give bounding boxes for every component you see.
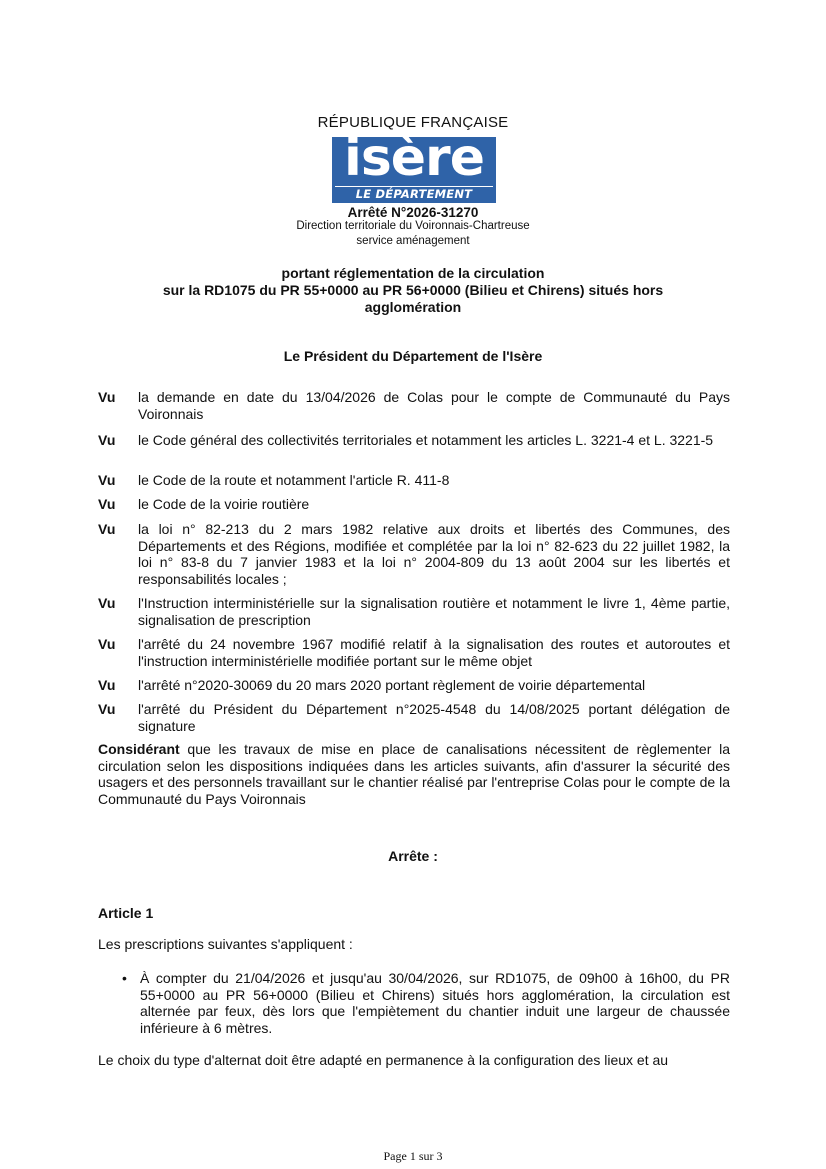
visa-label: Vu xyxy=(98,496,116,512)
article-1-continuation: Le choix du type d'alternat doit être adapté en permanence à la configuration des lieux et au xyxy=(98,1052,669,1068)
arrete-heading: Arrête : xyxy=(388,848,438,864)
page-number: Page 1 sur 3 xyxy=(383,1149,443,1163)
visa-text: l'arrêté du Président du Département n°2025-4548 du 14/08/2025 portant délégation de signature xyxy=(138,701,730,734)
service-name: service aménagement xyxy=(356,235,470,247)
visa-label: Vu xyxy=(98,636,116,652)
subject-line-3: agglomération xyxy=(364,299,462,315)
visa-text: le Code général des collectivités territoriales et notamment les articles L. 3221-4 et L. 3221-5 xyxy=(138,432,714,448)
isere-logo xyxy=(332,128,496,203)
visa-text: l'arrêté du 24 novembre 1967 modifié relatif à la signalisation des routes et autoroutes et l'instruction interministérielle modifiée portant sur le même objet xyxy=(138,636,730,669)
republique-francaise-heading: RÉPUBLIQUE FRANÇAISE xyxy=(317,114,509,131)
arrete-subject xyxy=(0,265,826,316)
visa-label: Vu xyxy=(98,677,116,693)
considerant-label: Considérant xyxy=(98,741,180,757)
considerant-text: que les travaux de mise en place de canalisations nécessitent de règlementer la circulation selon les dispositions indiquées dans les articles suivants, afin d'assurer la sécurité des usagers et des personnels travaillant sur le chantier réalisé par l'entreprise Colas pour le compte de la Communauté du Pays Voironnais xyxy=(98,741,730,807)
bullet-icon: • xyxy=(122,970,127,986)
president-heading: Le Président du Département de l'Isère xyxy=(283,348,543,364)
considerant-paragraph xyxy=(98,741,730,807)
isere-logo-wordmark: isère xyxy=(344,128,484,188)
direction-name: Direction territoriale du Voironnais-Chartreuse xyxy=(296,220,530,232)
subject-line-2: sur la RD1075 du PR 55+0000 au PR 56+0000 (Bilieu et Chirens) situés hors xyxy=(162,282,664,298)
visa-label: Vu xyxy=(98,595,116,611)
isere-logo-band: LE DÉPARTEMENT xyxy=(335,186,493,201)
visa-text: le Code de la route et notamment l'article R. 411-8 xyxy=(138,472,450,488)
visa-label: Vu xyxy=(98,432,116,448)
visa-label: Vu xyxy=(98,701,116,717)
article-1-bullet: À compter du 21/04/2026 et jusqu'au 30/04/2026, sur RD1075, de 09h00 à 16h00, du PR 55+0000 au PR 56+0000 (Bilieu et Chirens) situés hors agglomération, la circulation est alternée par feux, dès lors que l'empiètement du chantier induit une largeur de chaussée inférieure à 6 mètres. xyxy=(140,970,730,1036)
visa-text: la demande en date du 13/04/2026 de Colas pour le compte de Communauté du Pays Voironnais xyxy=(138,389,730,422)
visa-label: Vu xyxy=(98,472,116,488)
subject-line-1: portant réglementation de la circulation xyxy=(281,265,545,281)
visa-text: l'arrêté n°2020-30069 du 20 mars 2020 portant règlement de voirie départemental xyxy=(138,677,646,693)
article-1-title: Article 1 xyxy=(98,905,154,921)
visa-text: le Code de la voirie routière xyxy=(138,496,310,512)
article-1-intro: Les prescriptions suivantes s'appliquent : xyxy=(98,936,353,952)
arrete-number: Arrêté N°2026-31270 xyxy=(347,205,479,220)
visa-label: Vu xyxy=(98,389,116,405)
visa-text: la loi n° 82-213 du 2 mars 1982 relative aux droits et libertés des Communes, des Départements et des Régions, modifiée et complétée par la loi n° 82-623 du 22 juillet 1982, la loi n° 83-8 du 7 janvier 1983 et la loi n° 2004-809 du 13 août 2004 sur les libertés et responsabilités locales ; xyxy=(138,521,730,587)
visa-text: l'Instruction interministérielle sur la signalisation routière et notamment le livre 1, 4ème partie, signalisation de prescription xyxy=(138,595,730,628)
visa-label: Vu xyxy=(98,521,116,537)
